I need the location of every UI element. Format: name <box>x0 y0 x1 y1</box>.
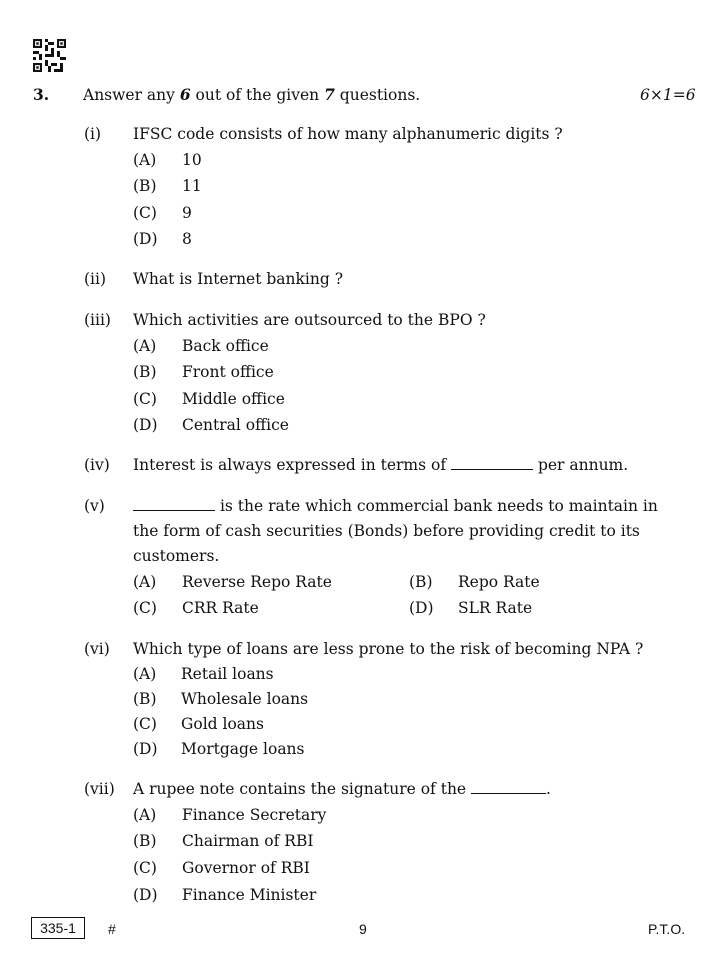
part-question-text: A rupee note contains the signature of the . <box>133 780 551 798</box>
option-label: (D) <box>133 416 158 434</box>
option-label: (A) <box>133 151 157 169</box>
paper-code: 335-1 <box>31 917 85 939</box>
part-question-line: customers. <box>133 547 220 565</box>
part-question-text: Which type of loans are less prone to the risk of becoming NPA ? <box>133 640 644 658</box>
option-text: Wholesale loans <box>181 690 309 708</box>
marks-allocation: 6×1=6 <box>640 86 696 104</box>
option-text: Middle office <box>182 390 285 408</box>
option-label: (C) <box>133 599 157 617</box>
part-label: (ii) <box>84 270 107 288</box>
pto-label: P.T.O. <box>648 921 686 937</box>
part-question-text: Interest is always expressed in terms of per annum. <box>133 456 629 474</box>
option-text: Mortgage loans <box>181 740 305 758</box>
part-label: (iii) <box>84 311 111 329</box>
option-text: Reverse Repo Rate <box>182 573 332 591</box>
part-question-text: Which activities are outsourced to the BPO ? <box>133 311 486 329</box>
option-text: Finance Secretary <box>182 806 327 824</box>
option-text: Chairman of RBI <box>182 832 314 850</box>
option-label: (A) <box>133 806 157 824</box>
part-question-text: IFSC code consists of how many alphanumeric digits ? <box>133 125 563 143</box>
option-text: Retail loans <box>181 665 274 683</box>
option-label: (A) <box>133 573 157 591</box>
option-label: (C) <box>133 390 157 408</box>
option-text: Front office <box>182 363 274 381</box>
question-number: 3. <box>33 85 50 104</box>
option-text: CRR Rate <box>182 599 259 617</box>
part-label: (v) <box>84 497 105 515</box>
option-label: (B) <box>133 832 157 850</box>
option-text: 8 <box>182 230 192 248</box>
part-question-text: What is Internet banking ? <box>133 270 344 288</box>
part-label: (vi) <box>84 640 110 658</box>
option-label: (A) <box>133 337 157 355</box>
answer-blank <box>451 455 533 470</box>
option-label: (D) <box>133 740 158 758</box>
option-label: (A) <box>133 665 157 683</box>
footer-hash: # <box>108 921 116 937</box>
option-text: 11 <box>182 177 202 195</box>
option-text: Governor of RBI <box>182 859 310 877</box>
option-text: 10 <box>182 151 202 169</box>
option-text: SLR Rate <box>458 599 533 617</box>
part-label: (i) <box>84 125 102 143</box>
option-text: Repo Rate <box>458 573 540 591</box>
answer-blank <box>471 779 546 794</box>
qr-code-icon <box>33 39 66 72</box>
option-text: Gold loans <box>181 715 264 733</box>
option-label: (B) <box>133 363 157 381</box>
option-label: (B) <box>133 177 157 195</box>
option-label: (D) <box>133 230 158 248</box>
option-text: Finance Minister <box>182 886 317 904</box>
question-instruction: Answer any 6 out of the given 7 questions. <box>83 85 421 104</box>
part-label: (iv) <box>84 456 110 474</box>
option-label: (C) <box>133 715 157 733</box>
option-label: (B) <box>409 573 433 591</box>
part-question-line: the form of cash securities (Bonds) before providing credit to its <box>133 522 640 540</box>
part-question-line: is the rate which commercial bank needs to maintain in <box>133 496 658 516</box>
option-label: (B) <box>133 690 157 708</box>
option-text: Central office <box>182 416 289 434</box>
page-number: 9 <box>359 921 367 937</box>
part-label: (vii) <box>84 780 115 798</box>
option-label: (D) <box>409 599 434 617</box>
option-label: (C) <box>133 859 157 877</box>
answer-blank <box>133 496 215 511</box>
option-text: Back office <box>182 337 269 355</box>
option-text: 9 <box>182 204 192 222</box>
option-label: (C) <box>133 204 157 222</box>
option-label: (D) <box>133 886 158 904</box>
